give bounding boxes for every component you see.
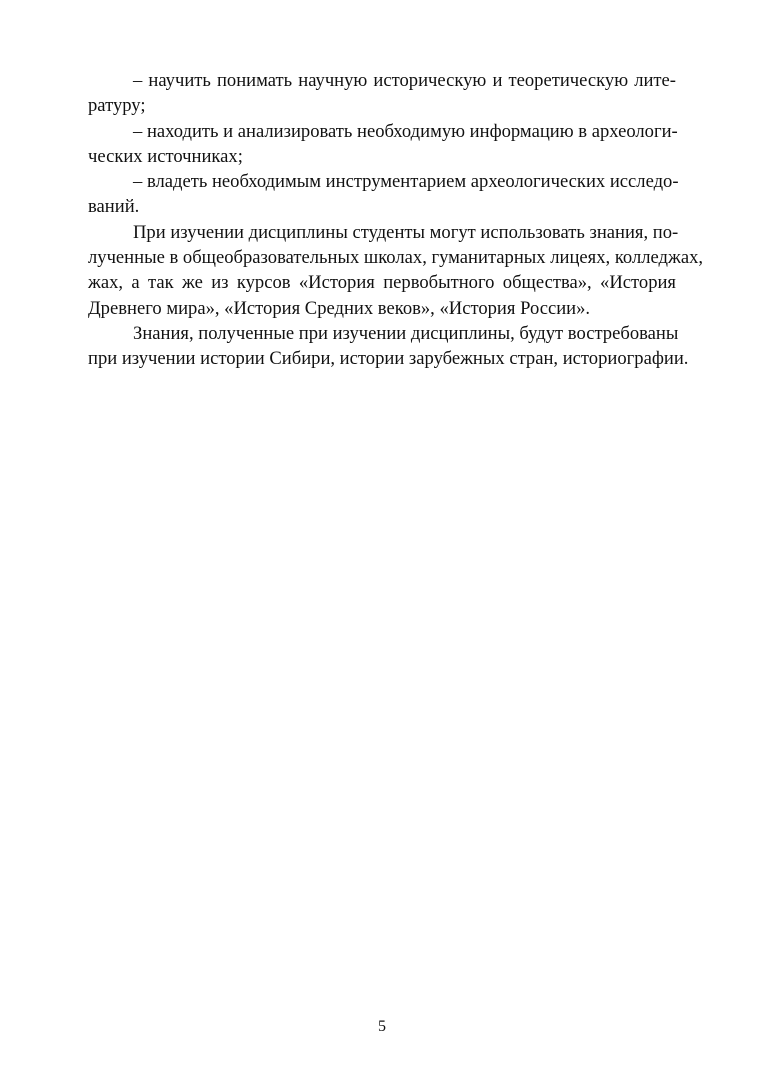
text-line: При изучении дисциплины студенты могут использовать знания, по- (133, 221, 679, 243)
text-line: жах, а так же из курсов «История первобытного общества», «История (88, 272, 676, 294)
text-line: – научить понимать научную историческую и теоретическую лите- (133, 70, 676, 91)
text-line: ваний. (88, 196, 140, 218)
text-line: – владеть необходимым инструментарием археологических исследо- (133, 171, 679, 193)
text-line: при изучении истории Сибири, истории зарубежных стран, историографии. (88, 348, 689, 370)
text-line: Древнего мира», «История Средних веков», «История России». (88, 297, 591, 319)
text-line: ратуру; (88, 95, 146, 117)
text-line: Знания, полученные при изучении дисциплины, будут востребованы (133, 322, 679, 344)
text-line: лученные в общеобразовательных школах, гуманитарных лицеях, колледжах, (88, 247, 704, 269)
page-number: 5 (378, 1018, 386, 1035)
text-line: ческих источниках; (88, 145, 243, 167)
body-text (88, 68, 704, 372)
text-line: – находить и анализировать необходимую информацию в археологи- (133, 120, 678, 142)
